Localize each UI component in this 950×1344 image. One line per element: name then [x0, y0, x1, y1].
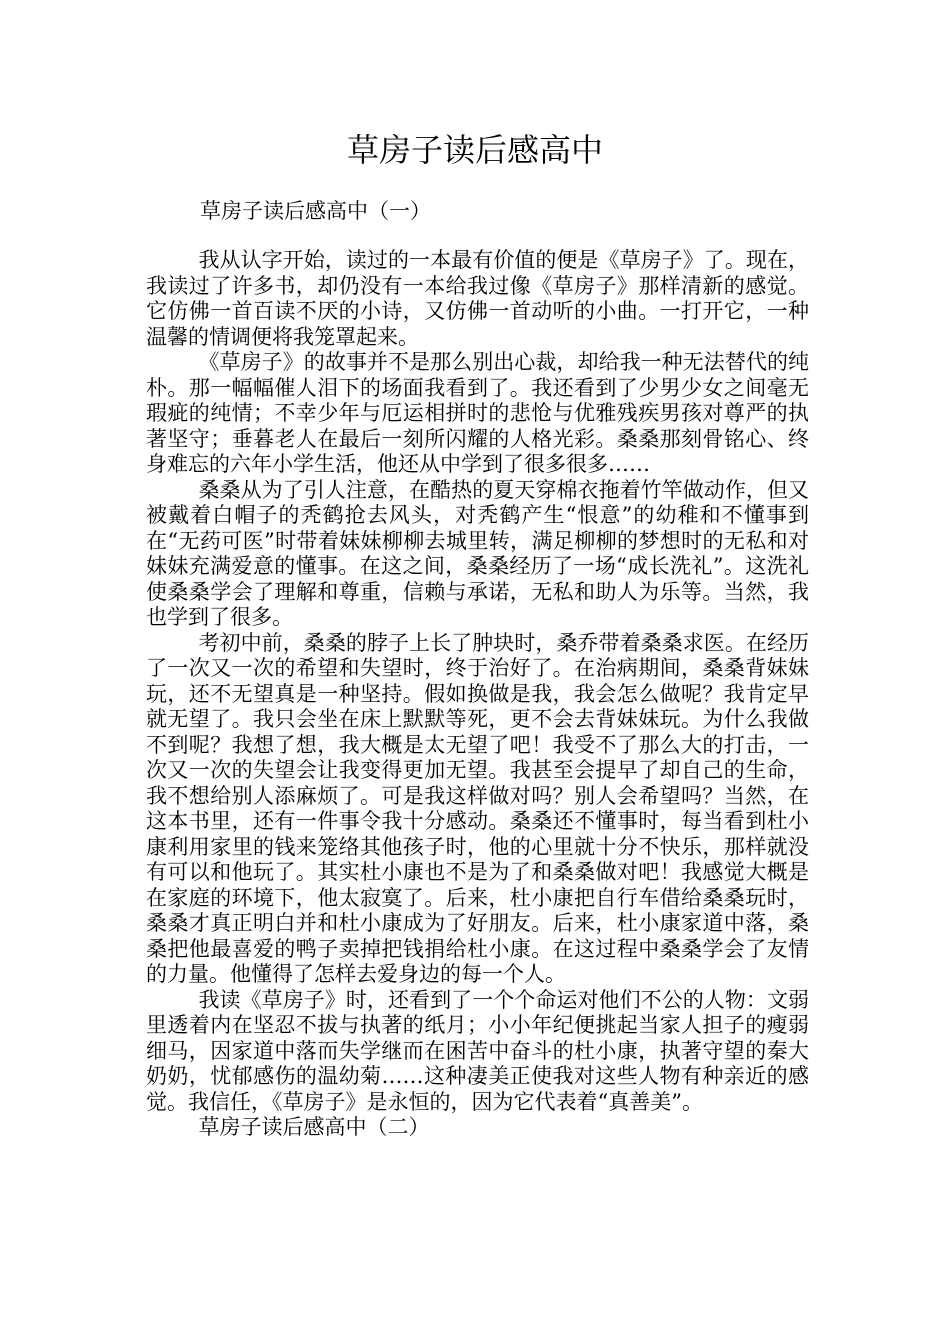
section-heading-1: 草房子读后感高中（一） [200, 199, 431, 223]
paragraph-1: 我从认字开始，读过的一本最有价值的便是《草房子》了。现在，我读过了许多书，却仍没有一本给我过像《草房子》那样清新的感觉。它仿佛一首百读不厌的小诗，又仿佛一首动听的小曲。一打开它，一种温馨的情调便将我笼罩起来。 [146, 248, 809, 349]
paragraph-2: 《草房子》的故事并不是那么别出心裁，却给我一种无法替代的纯朴。那一幅幅催人泪下的场面我看到了。我还看到了少男少女之间毫无瑕疵的纯情；不幸少年与厄运相拼时的悲怆与优雅残疾男孩对尊严的执著坚守；垂暮老人在最后一刻所闪耀的人格光彩。桑桑那刻骨铭心、终身难忘的六年小学生活，他还从中学到了很多很多…… [146, 350, 809, 476]
section-heading-2: 草房子读后感高中（二） [198, 1115, 430, 1139]
paragraph-4: 考初中前，桑桑的脖子上长了肿块时，桑乔带着桑桑求医。在经历了一次又一次的希望和失望时，终于治好了。在治病期间，桑桑背妹妹玩，还不无望真是一种坚持。假如换做是我，我会怎么做呢？我肯定早就无望了。我只会坐在床上默默等死，更不会去背妹妹玩。为什么我做不到呢？我想了想，我大概是太无望了吧！我受不了那么大的打击，一次又一次的失望会让我变得更加无望。我甚至会提早了却自己的生命，我不想给别人添麻烦了。可是我这样做对吗？别人会希望吗？当然，在这本书里，还有一件事令我十分感动。桑桑还不懂事时，每当看到杜小康利用家里的钱来笼络其他孩子时，他的心里就十分不快乐，那样就没有可以和他玩了。其实杜小康也不是为了和桑桑做对吧！我感觉大概是在家庭的环境下，他太寂寞了。后来，杜小康把自行车借给桑桑玩时，桑桑才真正明白并和杜小康成为了好朋友。后来，杜小康家道中落，桑桑把他最喜爱的鸭子卖掉把钱捐给杜小康。在这过程中桑桑学会了友情的力量。他懂得了怎样去爱身边的每一个人。 [146, 630, 809, 986]
paragraph-5: 我读《草房子》时，还看到了一个个命运对他们不公的人物：文弱里透着内在坚忍不拔与执著的纸月；小小年纪便挑起当家人担子的瘦弱细马，因家道中落而失学继而在困苦中奋斗的杜小康，执著守望的秦大奶奶，忧郁感伤的温幼菊……这种凄美正使我对这些人物有种亲近的感觉。我信任，《草房子》是永恒的，因为它代表着“真善美”。 [146, 987, 809, 1114]
document-body [146, 248, 809, 1141]
document-title: 草房子读后感高中 [346, 131, 603, 169]
paragraph-3: 桑桑从为了引人注意，在酷热的夏天穿棉衣拖着竹竿做动作，但又被戴着白帽子的秃鹤抢去风头，对秃鹤产生“恨意”的幼稚和不懂事到在“无药可医”时带着妹妹柳柳去城里转，满足柳柳的梦想时的无私和对妹妹充满爱意的懂事。在这之间，桑桑经历了一场“成长洗礼”。这洗礼使桑桑学会了理解和尊重，信赖与承诺，无私和助人为乐等。当然，我也学到了很多。 [146, 477, 809, 629]
